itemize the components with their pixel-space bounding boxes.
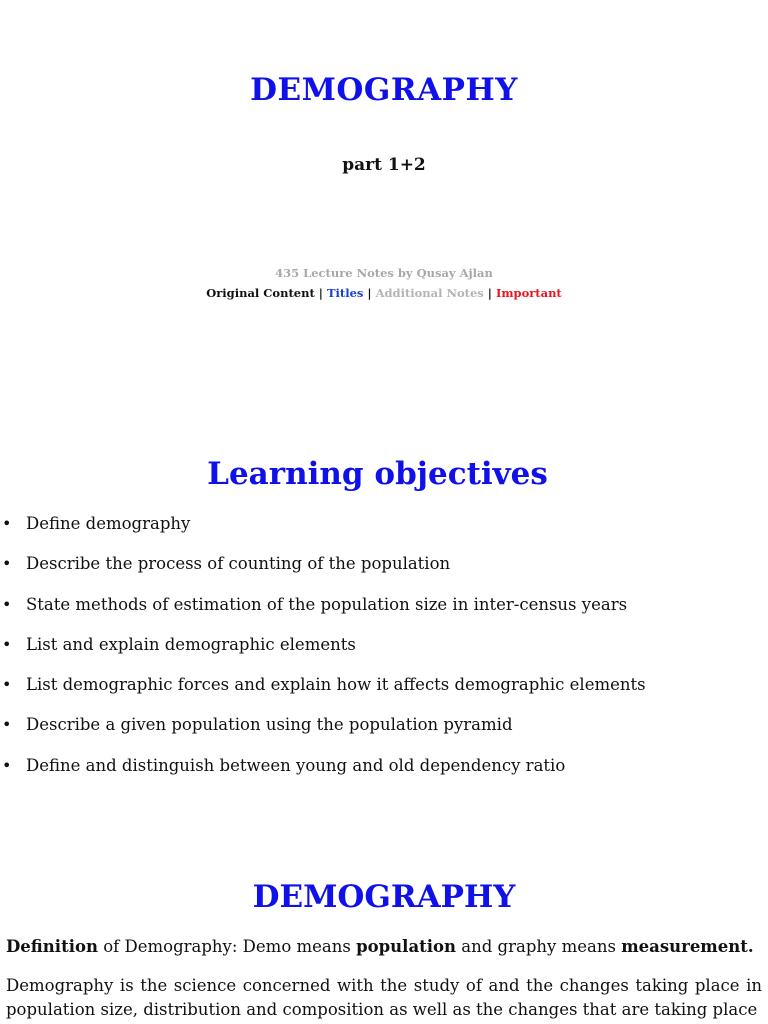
list-item (0, 593, 768, 633)
definition-sentence (6, 935, 762, 959)
bullet-icon: • (2, 755, 12, 775)
legend-titles: Titles (326, 286, 364, 300)
legend-separator: | (367, 286, 376, 300)
list-item (0, 552, 768, 592)
bullet-icon: • (2, 554, 12, 574)
list-item (0, 673, 768, 713)
list-item-text: List and explain demographic elements (26, 634, 356, 654)
list-item-text: List demographic forces and explain how it affects demographic elements (26, 675, 646, 695)
definition-term-population: population (356, 937, 457, 956)
demography-section-heading: DEMOGRAPHY (252, 879, 516, 915)
lecture-credit: 435 Lecture Notes by Qusay Ajlan (275, 266, 493, 280)
list-item (0, 754, 768, 794)
list-item-text: State methods of estimation of the population size in inter-census years (26, 594, 628, 614)
color-legend (0, 286, 768, 300)
definition-text: of Demography: Demo means (97, 937, 357, 956)
document-title: DEMOGRAPHY (250, 72, 518, 108)
bullet-icon: • (2, 634, 12, 654)
list-item-text: Define and distinguish between young and old dependency ratio (26, 755, 566, 775)
legend-important: Important (495, 286, 562, 300)
list-item (0, 512, 768, 552)
document-subtitle: part 1+2 (342, 155, 426, 175)
bullet-icon: • (2, 514, 12, 533)
list-item (0, 633, 768, 673)
paragraph-line: Demography is the science concerned with the study of and the changes taking place in (6, 976, 762, 995)
paragraph-line: population size, distribution and composition as well as the changes that are taking place (6, 1000, 758, 1019)
list-item-text: Define demography (26, 514, 191, 533)
learning-objectives-heading: Learning objectives (207, 456, 548, 492)
objectives-list (0, 512, 768, 794)
legend-separator: | (487, 286, 496, 300)
definition-label: Definition (6, 937, 98, 956)
bullet-icon: • (2, 675, 12, 695)
list-item (0, 713, 768, 753)
bullet-icon: • (2, 715, 12, 735)
legend-separator: | (318, 286, 327, 300)
legend-additional-notes: Additional Notes (375, 286, 484, 300)
definition-term-measurement: measurement. (621, 937, 754, 956)
bullet-icon: • (2, 594, 12, 614)
list-item-text: Describe a given population using the population pyramid (26, 715, 513, 735)
definition-text: and graphy means (456, 937, 622, 956)
demography-paragraph (6, 974, 762, 1022)
list-item-text: Describe the process of counting of the population (26, 554, 451, 574)
legend-original-content: Original Content (206, 286, 315, 300)
